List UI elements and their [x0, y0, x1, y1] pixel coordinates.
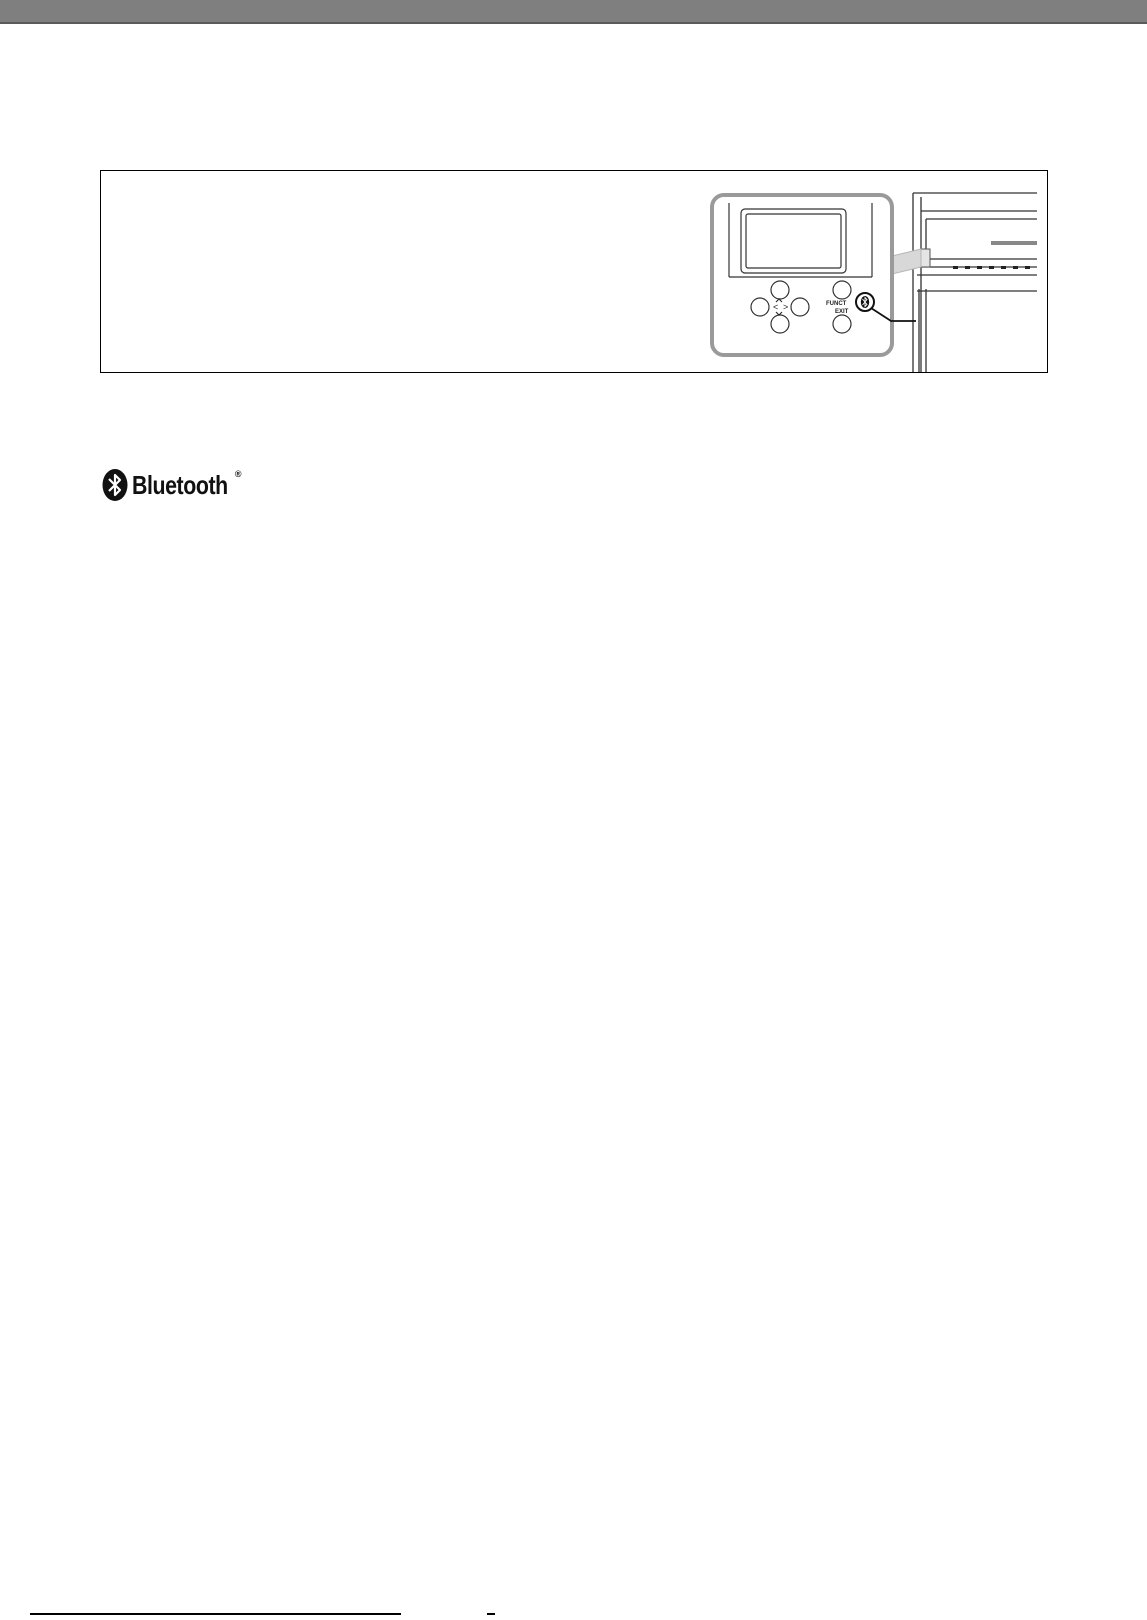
bluetooth-icon: [861, 296, 869, 308]
header-bar: [0, 0, 1147, 24]
footer-rule: [30, 1613, 401, 1615]
control-panel-illustration: [101, 171, 1047, 372]
registered-mark: ®: [234, 469, 242, 479]
footer-tick: [487, 1613, 495, 1615]
zoomed-panel: [712, 195, 892, 355]
nav-left-glyph: <: [773, 302, 779, 312]
bluetooth-logo: [101, 467, 241, 503]
piano-illustration: [913, 193, 1037, 372]
bluetooth-wordmark: Bluetooth: [132, 470, 228, 500]
bluetooth-icon: [101, 468, 129, 502]
function-label: FUNCT: [826, 301, 847, 307]
nav-right-glyph: >: [783, 302, 789, 312]
bluetooth-info-box: [100, 170, 1048, 373]
exit-label: EXIT: [835, 309, 849, 315]
